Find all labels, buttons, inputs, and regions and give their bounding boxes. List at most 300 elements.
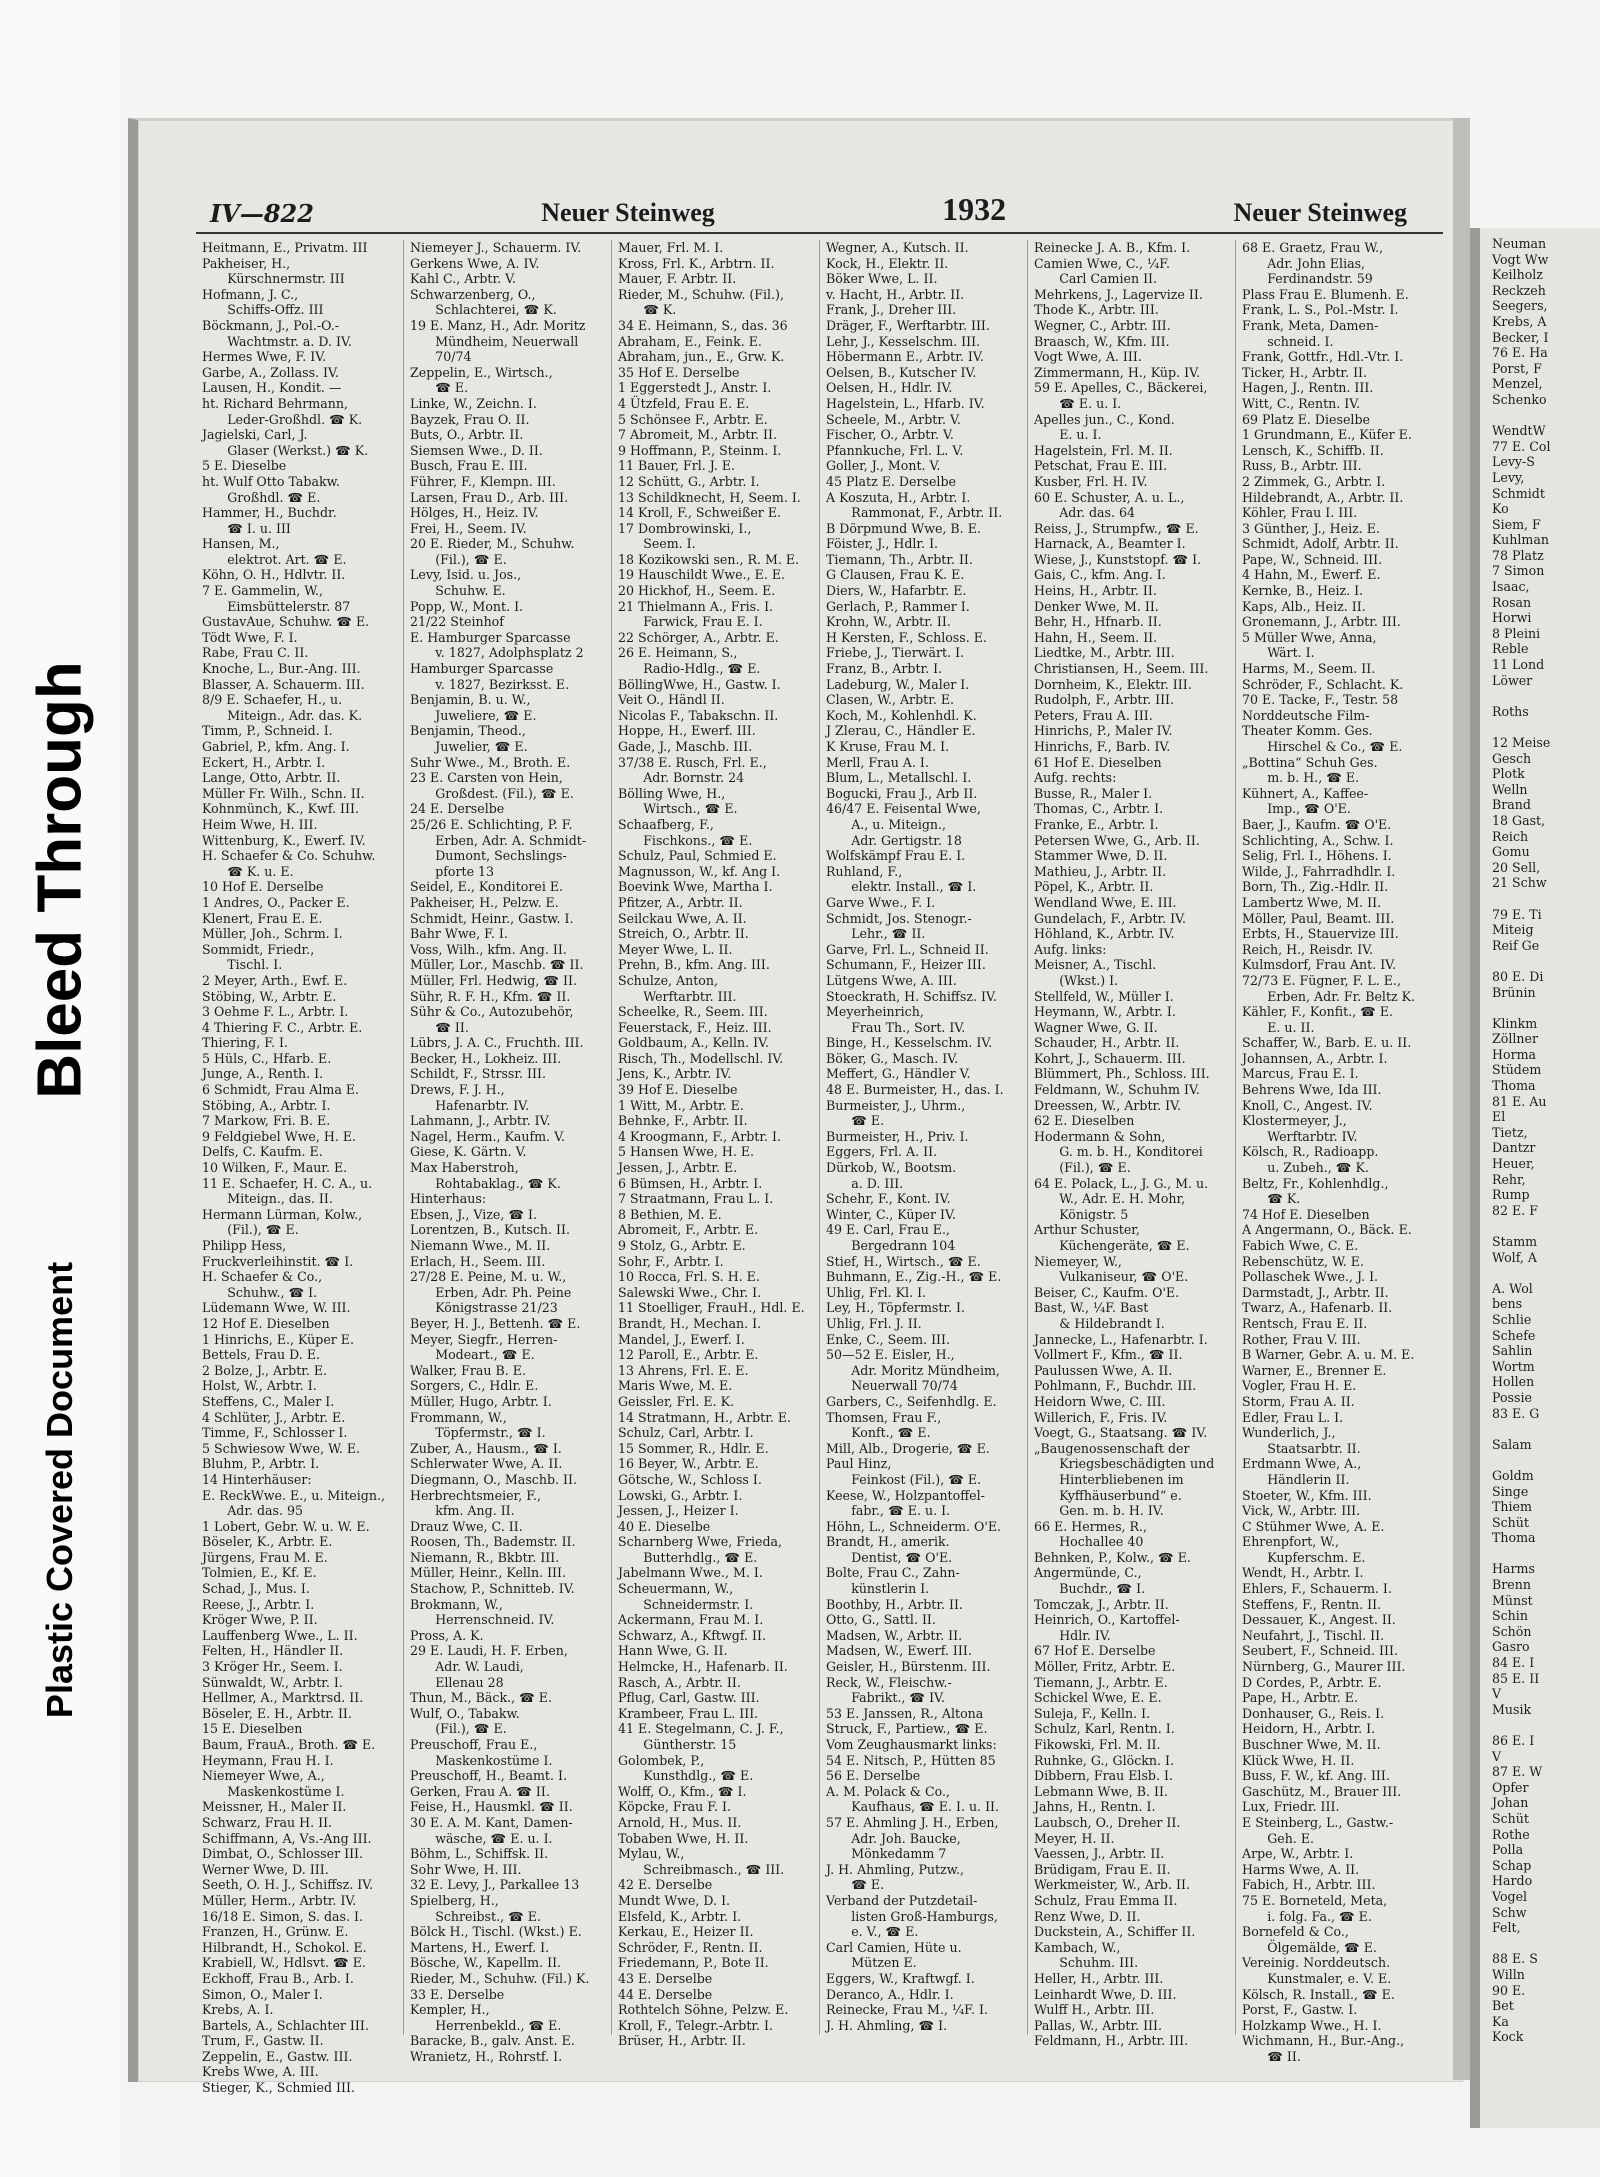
directory-entry: (Fil.), ☎ E. xyxy=(1034,1160,1131,1176)
directory-entry: Brandt, H., amerik. xyxy=(826,1534,950,1550)
directory-entry: Brüser, H., Arbtr. II. xyxy=(618,2033,746,2049)
directory-entry: Suleja, F., Kelln. I. xyxy=(1034,1705,1151,1721)
directory-entry: Zeppelin, E., Wirtsch., xyxy=(410,364,553,380)
directory-entry: 5 Schwiesow Wwe, W. E. xyxy=(202,1440,361,1456)
directory-entry: Tödt Wwe, F. I. xyxy=(202,629,298,645)
directory-entry: Niemann, R., Bkbtr. III. xyxy=(410,1549,560,1565)
directory-entry: Königstr. 5 xyxy=(1034,1206,1129,1222)
next-page-entry: Rump xyxy=(1492,1187,1530,1203)
directory-entry: Geh. E. xyxy=(1242,1830,1315,1846)
directory-entry: Maris Wwe, M. E. xyxy=(618,1378,733,1394)
directory-entry: Mauer, Frl. M. I. xyxy=(618,240,724,255)
directory-entry: Niemeyer Wwe, A., xyxy=(202,1768,325,1784)
directory-entry: B Warner, Gebr. A. u. M. E. xyxy=(1242,1347,1415,1363)
next-page-entry: Levy, xyxy=(1492,469,1525,485)
directory-entry: Heymann, W., Arbtr. I. xyxy=(1034,1004,1176,1020)
directory-entry: Timme, F., Schlosser I. xyxy=(202,1425,348,1441)
directory-entry: 27/28 E. Peine, M. u. W., xyxy=(410,1269,567,1285)
directory-entry: Böseler, E. H., Arbtr. II. xyxy=(202,1705,352,1721)
next-page-entry: Schap xyxy=(1492,1857,1532,1873)
directory-entry: Buchdr., ☎ I. xyxy=(1034,1581,1146,1597)
directory-entry: Juweliere, ☎ E. xyxy=(410,707,537,723)
next-page-entry: 83 E. G xyxy=(1492,1405,1540,1421)
directory-entry: Preuschoff, H., Beamt. I. xyxy=(410,1768,567,1784)
directory-entry: Heidorn, H., Arbtr. I. xyxy=(1242,1721,1376,1737)
directory-entry: Jürgens, Frau M. E. xyxy=(202,1549,328,1565)
next-page-entry: WendtW xyxy=(1492,423,1546,439)
directory-entry: Kross, Frl. K., Arbtrn. II. xyxy=(618,255,775,271)
directory-entry: 3 Günther, J., Heiz. E. xyxy=(1242,520,1380,536)
directory-entry: Scheuermann, W., xyxy=(618,1581,734,1597)
directory-entry: Juwelier, ☎ E. xyxy=(410,739,528,754)
next-page-entry xyxy=(1492,1452,1600,1468)
directory-entry: Pöpel, K., Arbtr. II. xyxy=(1034,879,1154,895)
next-page-entry: V xyxy=(1492,1686,1502,1702)
directory-entry: Burmeister, H., Priv. I. xyxy=(826,1128,969,1144)
directory-entry: Steffens, F., Rentn. II. xyxy=(1242,1596,1382,1612)
next-page-entry: 81 E. Au xyxy=(1492,1093,1547,1109)
directory-entry: Frei, H., Seem. IV. xyxy=(410,520,527,536)
directory-page xyxy=(128,118,1463,2096)
directory-entry: Drews, F. J. H., xyxy=(410,1082,505,1098)
directory-entry: ☎ E. xyxy=(410,380,469,396)
directory-entry: Krabiell, W., Hdlsvt. ☎ E. xyxy=(202,1955,366,1971)
directory-entry: 30 E. A. M. Kant, Damen- xyxy=(410,1814,573,1830)
directory-entry: 2 Meyer, Arth., Ewf. E. xyxy=(202,972,348,988)
directory-entry: Christiansen, H., Seem. III. xyxy=(1034,661,1209,677)
next-page-entry xyxy=(1492,1000,1600,1016)
directory-entry: 40 E. Dieselbe xyxy=(618,1518,711,1534)
directory-entry: Adr. W. Laudi, xyxy=(410,1659,524,1675)
next-page-entry: Brenn xyxy=(1492,1577,1531,1593)
directory-entry: 9 Hoffmann, P., Steinm. I. xyxy=(618,442,782,458)
directory-entry: Boevink Wwe, Martha I. xyxy=(618,879,773,895)
directory-entry: Arpe, W., Arbtr. I. xyxy=(1242,1846,1354,1862)
next-page-entry: 11 Lond xyxy=(1492,657,1545,673)
directory-entry: Ölgemälde, ☎ E. xyxy=(1242,1939,1377,1955)
directory-entry: Imp., ☎ O'E. xyxy=(1242,801,1351,817)
directory-entry: Liedtke, M., Arbtr. III. xyxy=(1034,645,1175,661)
directory-entry: Friedemann, P., Bote II. xyxy=(618,1955,769,1971)
directory-entry: 50—52 E. Eisler, H., xyxy=(826,1347,955,1363)
directory-entry: Denker Wwe, M. II. xyxy=(1034,598,1159,614)
directory-entry: Madsen, W., Arbtr. II. xyxy=(826,1627,963,1643)
directory-entry: Schulze, Anton, xyxy=(618,972,718,988)
directory-entry: Gade, J., Maschb. III. xyxy=(618,739,753,754)
directory-entry: Twarz, A., Hafenarb. II. xyxy=(1242,1300,1393,1316)
next-page-entry: 88 E. S xyxy=(1492,1951,1538,1967)
directory-entry: Peters, Frau A. III. xyxy=(1034,707,1153,723)
directory-entry: Stoeckrath, H. Schiffsz. IV. xyxy=(826,988,997,1004)
next-page-entry: Roths xyxy=(1492,703,1529,719)
directory-entry: e. V., ☎ E. xyxy=(826,1924,919,1940)
next-page-entry: Löwer xyxy=(1492,672,1533,688)
directory-entry: Seubert, F., Schneid. III. xyxy=(1242,1643,1398,1659)
directory-entry: Franzen, H., Grünw. E. xyxy=(202,1924,349,1940)
directory-entry: Kernke, B., Heiz. I. xyxy=(1242,583,1364,599)
directory-entry: 69 Platz E. Dieselbe xyxy=(1242,411,1370,427)
directory-entry: Heidorn Wwe, C. III. xyxy=(1034,1393,1166,1409)
directory-entry: Reese, J., Arbtr. I. xyxy=(202,1596,315,1612)
directory-entry: Köhn, O. H., Hdlvtr. II. xyxy=(202,567,346,583)
directory-entry: ☎ E. xyxy=(826,1113,885,1129)
next-page-entry: Brand xyxy=(1492,797,1531,813)
directory-entry: Risch, Th., Modellschl. IV. xyxy=(618,1050,784,1066)
next-page-entry: 7 Simon xyxy=(1492,563,1545,579)
directory-entry: „Baugenossenschaft der xyxy=(1034,1440,1190,1456)
directory-entry: Magnusson, W., kf. Ang I. xyxy=(618,863,781,879)
directory-entry: Gaschütz, M., Brauer III. xyxy=(1242,1783,1402,1799)
next-page-entry: Gomu xyxy=(1492,844,1530,860)
directory-entry: Brokmann, W., xyxy=(410,1596,503,1612)
next-page-entry: 87 E. W xyxy=(1492,1764,1543,1780)
directory-entry: Heitmann, E., Privatm. III xyxy=(202,240,368,255)
directory-entry: Reinecke, Frau M., ¼F. I. xyxy=(826,2002,988,2018)
directory-entry: Reinecke J. A. B., Kfm. I. xyxy=(1034,240,1191,255)
directory-entry: BöllingWwe, H., Gastw. I. xyxy=(618,676,781,692)
directory-entry: Kempler, H., xyxy=(410,2002,490,2018)
directory-entry: Böckmann, J., Pol.-O.- xyxy=(202,317,339,333)
directory-entry: 75 E. Borneteld, Meta, xyxy=(1242,1892,1388,1908)
directory-entry: 10 Hof E. Derselbe xyxy=(202,879,324,895)
directory-entry: K Kruse, Frau M. I. xyxy=(826,739,950,754)
directory-entry: Ebsen, J., Vize, ☎ I. xyxy=(410,1206,538,1222)
directory-entry: Franz, B., Arbtr. I. xyxy=(826,661,943,677)
street-title-right: Neuer Steinweg xyxy=(1233,198,1407,227)
directory-entry: Sühr, R. F. H., Kfm. ☎ II. xyxy=(410,988,571,1004)
directory-entry: Bahr Wwe, F. I. xyxy=(410,926,508,942)
directory-entry: Kock, H., Elektr. II. xyxy=(826,255,949,271)
directory-entry: Heller, H., Arbtr. III. xyxy=(1034,1970,1164,1986)
directory-entry: Böhm, L., Schiffsk. II. xyxy=(410,1846,549,1862)
directory-entry: Bayzek, Frau O. II. xyxy=(410,411,530,427)
next-page-entry xyxy=(1492,719,1600,735)
directory-entry: Winter, C., Küper IV. xyxy=(826,1206,956,1222)
directory-entry: Kriegsbeschädigten und xyxy=(1034,1456,1215,1472)
directory-entry: Garbers, C., Seifenhdlg. E. xyxy=(826,1393,997,1409)
directory-entry: v. Hacht, H., Arbtr. II. xyxy=(826,286,965,302)
directory-entry: Scheelke, R., Seem. III. xyxy=(618,1004,768,1020)
directory-entry: Jannecke, L., Hafenarbtr. I. xyxy=(1034,1331,1208,1347)
directory-entry: Händlerin II. xyxy=(1242,1471,1350,1487)
directory-entry: 29 E. Laudi, H. F. Erben, xyxy=(410,1643,568,1659)
directory-entry: E. ReckWwe. E., u. Miteign., xyxy=(202,1487,385,1503)
directory-entry: 32 E. Levy, J., Parkallee 13 xyxy=(410,1877,580,1893)
directory-entry: Rothtelch Söhne, Pelzw. E. xyxy=(618,2002,789,2018)
directory-entry: Duckstein, A., Schiffer II. xyxy=(1034,1924,1196,1940)
directory-entry: Großdest. (Fil.), ☎ E. xyxy=(410,785,574,801)
directory-entry: v. 1827, Bezirksst. E. xyxy=(410,676,570,692)
directory-entry: 4 Schlüter, J., Arbtr. E. xyxy=(202,1409,346,1425)
directory-entry: Rebenschütz, W. E. xyxy=(1242,1253,1364,1269)
directory-entry: Uhlig, Frl. J. II. xyxy=(826,1315,922,1331)
directory-entry: Gais, C., kfm. Ang. I. xyxy=(1034,567,1166,583)
directory-entry: Schumann, F., Heizer III. xyxy=(826,957,986,973)
directory-entry: Simon, O., Maler I. xyxy=(202,1986,323,2002)
directory-entry: Schaafberg, F., xyxy=(618,816,714,832)
directory-entry: u. Zubeh., ☎ K. xyxy=(1242,1160,1369,1176)
directory-entry: Adr. John Elias, xyxy=(1242,255,1366,271)
directory-entry: Boothby, H., Arbtr. II. xyxy=(826,1596,963,1612)
directory-entry: Kühnert, A., Kaffee- xyxy=(1242,785,1369,801)
directory-entry: Neufahrt, J., Tischl. II. xyxy=(1242,1627,1385,1643)
next-page-entry: Harms xyxy=(1492,1561,1535,1577)
next-page-entry: Vogel xyxy=(1492,1888,1528,1904)
directory-entry: Wichmann, H., Bur.-Ang., xyxy=(1242,2033,1405,2049)
next-page-entry: Salam xyxy=(1492,1436,1532,1452)
directory-entry: Lauffenberg Wwe., L. II. xyxy=(202,1627,358,1643)
directory-entry: Beyer, H. J., Bettenh. ☎ E. xyxy=(410,1315,581,1331)
directory-entry: Feise, H., Hausmkl. ☎ II. xyxy=(410,1799,573,1815)
directory-entry: 10 Wilken, F., Maur. E. xyxy=(202,1160,348,1176)
next-page-entry: 8 Pleini xyxy=(1492,625,1541,641)
directory-entry: 67 Hof E. Derselbe xyxy=(1034,1643,1156,1659)
directory-entry: Carl Camien, Hüte u. xyxy=(826,1939,962,1955)
directory-entry: 1 Hinrichs, E., Küper E. xyxy=(202,1331,354,1347)
directory-entry: Modeart., ☎ E. xyxy=(410,1347,535,1363)
document-label-strip xyxy=(0,0,120,2177)
directory-entry: 72/73 E. Fügner, F. L. E., xyxy=(1242,972,1401,988)
next-page-entry: Krebs, A xyxy=(1492,313,1547,329)
directory-entry: schneid. I. xyxy=(1242,333,1334,349)
next-page-entry xyxy=(1492,953,1600,969)
directory-entry: Knoll, C., Angest. IV. xyxy=(1242,1097,1373,1113)
directory-entry: Schaffer, W., Barb. E. u. II. xyxy=(1242,1035,1412,1051)
directory-entry: Pape, W., Schneid. III. xyxy=(1242,551,1383,567)
directory-entry: Niemeyer, W., xyxy=(1034,1253,1122,1269)
directory-entry: Paul Hinz, xyxy=(826,1456,892,1472)
next-page-entry: Heuer, xyxy=(1492,1156,1535,1172)
directory-entry: 8/9 E. Schaefer, H., u. xyxy=(202,692,343,708)
directory-entry: Staatsarbtr. II. xyxy=(1242,1440,1361,1456)
next-page-entry: Gesch xyxy=(1492,750,1532,766)
directory-entry: Hermann Lürman, Kolw., xyxy=(202,1206,363,1222)
next-page-entry: Sahlin xyxy=(1492,1343,1533,1359)
directory-entry: Ehrenpfort, W., xyxy=(1242,1534,1340,1550)
directory-entry: Schulz, Karl, Rentn. I. xyxy=(1034,1721,1175,1737)
directory-entry: Wolff, O., Kfm., ☎ I. xyxy=(618,1783,747,1799)
directory-entry: Blum, L., Metallschl. I. xyxy=(826,770,972,786)
directory-entry: Erbts, H., Stauervize III. xyxy=(1242,926,1399,942)
next-page-entry: Horwi xyxy=(1492,610,1532,626)
directory-entry: Behnke, F., Arbtr. II. xyxy=(618,1113,748,1129)
directory-entry: 46/47 E. Feisental Wwe, xyxy=(826,801,981,817)
directory-entry: Gen. m. b. H. IV. xyxy=(1034,1503,1164,1519)
next-page-entry: Porst, F xyxy=(1492,360,1542,376)
directory-entry: Ackermann, Frau M. I. xyxy=(618,1612,764,1628)
directory-entry: Aufg. links: xyxy=(1034,941,1107,957)
directory-entry: 1 Grundmann, E., Küfer E. xyxy=(1242,427,1412,443)
directory-entry: 64 E. Polack, L., J. G., M. u. xyxy=(1034,1175,1209,1191)
next-page-entry: A. Wol xyxy=(1492,1280,1533,1296)
directory-entry: Mill, Alb., Drogerie, ☎ E. xyxy=(826,1440,990,1456)
directory-entry: Born, Th., Zig.-Hdlr. II. xyxy=(1242,879,1389,895)
directory-entry: Erdmann Wwe, A., xyxy=(1242,1456,1362,1472)
directory-entry: Suhr Wwe., M., Broth. E. xyxy=(410,754,571,770)
directory-entry: Bösche, W., Kapellm. II. xyxy=(410,1955,562,1971)
next-page-entry: Schüt xyxy=(1492,1810,1529,1826)
directory-entry: Knoche, L., Bur.-Ang. III. xyxy=(202,661,361,677)
directory-entry: Popp, W., Mont. I. xyxy=(410,598,524,614)
directory-entry: Lehr, J., Kesselschm. III. xyxy=(826,333,981,349)
directory-entry: Uhlig, Frl. Kl. I. xyxy=(826,1284,927,1300)
directory-entry: Garve, Frl. L., Schneid II. xyxy=(826,941,989,957)
directory-entry: 9 Stolz, G., Arbtr. E. xyxy=(618,1238,746,1253)
directory-entry: 56 E. Derselbe xyxy=(826,1768,921,1784)
directory-entry: Schiffmann, A, Vs.-Ang III. xyxy=(202,1830,372,1846)
directory-entry: Franke, E., Arbtr. I. xyxy=(1034,816,1159,832)
directory-entry: 5 Hüls, C., Hfarb. E. xyxy=(202,1050,332,1066)
directory-entry: Apelles jun., C., Kond. xyxy=(1034,411,1175,427)
directory-entry: Großhdl. ☎ E. xyxy=(202,489,321,505)
directory-entry: Enke, C., Seem. III. xyxy=(826,1331,951,1347)
directory-entry: Pollaschek Wwe., J. I. xyxy=(1242,1269,1379,1285)
directory-entry: Larsen, Frau D., Arb. III. xyxy=(410,489,569,505)
directory-entry: Meffert, G., Händler V. xyxy=(826,1066,971,1082)
next-page-entry xyxy=(1492,891,1600,907)
directory-entry: Niemeyer J., Schauerm. IV. xyxy=(410,240,582,255)
next-page-entry: Hollen xyxy=(1492,1374,1535,1390)
next-page-entry: 18 Gast, xyxy=(1492,812,1546,828)
directory-entry: Farwick, Frau E. I. xyxy=(618,614,763,630)
directory-entry: Hilbrandt, H., Schokol. E. xyxy=(202,1939,367,1955)
directory-entry: Lahmann, J., Arbtr. IV. xyxy=(410,1113,551,1129)
directory-entry: 39 Hof E. Dieselbe xyxy=(618,1082,738,1098)
directory-entry: Diegmann, O., Maschb. II. xyxy=(410,1471,577,1487)
directory-entry: Ley, H., Töpfermstr. I. xyxy=(826,1300,966,1316)
directory-entry: 13 Ahrens, Frl. E. E. xyxy=(618,1362,749,1378)
directory-entry: Streich, O., Arbtr. II. xyxy=(618,926,749,942)
directory-entry: Schlichting, A., Schw. I. xyxy=(1242,832,1394,848)
directory-entry: 16 Beyer, W., Arbtr. E. xyxy=(618,1456,759,1472)
directory-entry: Porst, F., Gastw. I. xyxy=(1242,2002,1358,2018)
directory-entry: Ehlers, F., Schauerm. I. xyxy=(1242,1581,1392,1597)
directory-entry: Meyer Wwe, L. II. xyxy=(618,941,733,957)
directory-entry: Golombek, P., xyxy=(618,1752,705,1768)
next-page-entry: Kock xyxy=(1492,2029,1524,2045)
directory-entry: Deranco, A., Hdlr. I. xyxy=(826,1986,954,2002)
next-page-entry: Wolf, A xyxy=(1492,1249,1538,1265)
directory-entry: Wirtsch., ☎ E. xyxy=(618,801,738,817)
directory-entry: Schehr, F., Kont. IV. xyxy=(826,1191,951,1207)
directory-entry: Heim Wwe, H. III. xyxy=(202,816,318,832)
directory-entry: Pfitzer, A., Arbtr. II. xyxy=(618,894,743,910)
directory-entry: Hinterhaus: xyxy=(410,1191,487,1207)
directory-entry: 59 E. Apelles, C., Bäckerei, xyxy=(1034,380,1208,396)
directory-entry: J. H. Ahmling, ☎ I. xyxy=(826,2017,948,2033)
directory-entry: Erlach, H., Seem. III. xyxy=(410,1253,546,1269)
directory-entry: Johannsen, A., Arbtr. I. xyxy=(1242,1050,1388,1066)
next-page-entry: Schmidt xyxy=(1492,485,1545,501)
directory-entry: Rudolph, F., Arbtr. III. xyxy=(1034,692,1175,708)
directory-entry: Mundt Wwe, D. I. xyxy=(618,1892,731,1908)
directory-entry: Wärt. I. xyxy=(1242,645,1315,661)
directory-entry: Zimmermann, H., Küp. IV. xyxy=(1034,364,1200,380)
directory-entry: Hirschel & Co., ☎ E. xyxy=(1242,739,1403,754)
directory-entry: Stachow, P., Schnitteb. IV. xyxy=(410,1581,575,1597)
directory-entry: Geisler, H., Bürstenm. III. xyxy=(826,1659,991,1675)
directory-entry: Feinkost (Fil.), ☎ E. xyxy=(826,1471,982,1487)
directory-entry: 7 Markow, Fri. B. E. xyxy=(202,1113,331,1129)
next-page-entry: Isaac, xyxy=(1492,579,1530,595)
directory-entry: Feldmann, W., Schuhm IV. xyxy=(1034,1082,1200,1098)
directory-entry: E. u. II. xyxy=(1242,1019,1315,1035)
directory-entry: Abraham, jun., E., Grw. K. xyxy=(618,349,785,365)
directory-entry: Wagner Wwe, G. II. xyxy=(1034,1019,1158,1035)
directory-entry: Kohnmünch, K., Kwf. III. xyxy=(202,801,359,817)
directory-entry: Schad, J., Mus. I. xyxy=(202,1581,310,1597)
next-page-entry: 20 Sell, xyxy=(1492,859,1541,875)
next-page-entry: 76 E. Ha xyxy=(1492,345,1548,361)
directory-entry: Brandt, H., Mechan. I. xyxy=(618,1315,762,1331)
next-page-entry xyxy=(1492,688,1600,704)
directory-entry: Wulf, O., Tabakw. xyxy=(410,1705,520,1721)
next-page-entry: 85 E. II xyxy=(1492,1670,1540,1686)
directory-entry: Wittenburg, K., Ewerf. IV. xyxy=(202,832,366,848)
directory-entry: Dreessen, W., Arbtr. IV. xyxy=(1034,1097,1182,1113)
directory-entry: Hafenarbtr. IV. xyxy=(410,1097,530,1113)
directory-entry: 5 Schönsee F., Arbtr. E. xyxy=(618,411,768,427)
bleed-through-label: Bleed Through xyxy=(25,661,95,1099)
directory-entry: Lux, Friedr. III. xyxy=(1242,1799,1340,1815)
directory-entry: ht. Wulf Otto Tabakw. xyxy=(202,473,340,489)
directory-entry: Max Haberstroh, xyxy=(410,1160,519,1176)
directory-entry: Schuhw., ☎ I. xyxy=(202,1284,318,1300)
directory-entry: Rieder, M., Schuhw. (Fil.), xyxy=(618,286,784,302)
directory-entry: Seem. I. xyxy=(618,536,696,552)
directory-entry: Wendt, H., Arbtr. I. xyxy=(1242,1565,1364,1581)
directory-entry: Frau Th., Sort. IV. xyxy=(826,1019,966,1035)
next-page-entry: V xyxy=(1492,1748,1502,1764)
directory-entry: Buts, O., Arbtr. II. xyxy=(410,427,524,443)
directory-entry: Reiss, J., Strumpfw., ☎ E. xyxy=(1034,520,1199,536)
directory-entry: Pakheiser, H., xyxy=(202,255,291,271)
directory-entry: 24 E. Derselbe xyxy=(410,801,505,817)
directory-entry: Busse, R., Maler I. xyxy=(1034,785,1153,801)
directory-entry: 5 Müller Wwe, Anna, xyxy=(1242,629,1377,645)
directory-entry: H. Schaefer & Co. Schuhw. xyxy=(202,848,376,864)
directory-entry: Gerkens Wwe, A. IV. xyxy=(410,255,540,271)
next-page-entry: 21 Schw xyxy=(1492,875,1547,891)
directory-entry: Güntherstr. 15 xyxy=(618,1737,737,1752)
directory-entry: Preuschoff, Frau E., xyxy=(410,1737,538,1752)
directory-entry: Hinrichs, P., Maler IV. xyxy=(1034,723,1173,739)
directory-entry: Butterhdlg., ☎ E. xyxy=(618,1549,758,1565)
directory-entry: Kunstmaler, e. V. E. xyxy=(1242,1970,1392,1986)
directory-entry: 1 Lobert, Gebr. W. u. W. E. xyxy=(202,1518,370,1534)
directory-entry: Hildebrandt, A., Arbtr. II. xyxy=(1242,489,1404,505)
directory-entry: Tolmien, E., Kf. E. xyxy=(202,1565,317,1581)
directory-entry: Erben, Adr. Ph. Peine xyxy=(410,1284,572,1300)
next-page-entry: Singe xyxy=(1492,1483,1529,1499)
directory-entry: Warner, E., Brenner E. xyxy=(1242,1362,1387,1378)
directory-entry: Ruhnke, G., Glöckn. I. xyxy=(1034,1752,1174,1768)
next-page-entry: Johan xyxy=(1492,1795,1529,1811)
directory-entry: Baracke, B., galv. Anst. E. xyxy=(410,2033,575,2049)
directory-entry: Clasen, W., Arbtr. E. xyxy=(826,692,955,708)
next-page-entry xyxy=(1492,1421,1600,1437)
directory-entry: Frank, Gottfr., Hdl.-Vtr. I. xyxy=(1242,349,1404,365)
directory-entry: 48 E. Burmeister, H., das. I. xyxy=(826,1082,1004,1098)
directory-entry: Meissner, H., Maler II. xyxy=(202,1799,347,1815)
directory-entry: (Fil.), ☎ E. xyxy=(410,551,507,567)
directory-entry: Lowski, G., Arbtr. I. xyxy=(618,1487,743,1503)
directory-entry: Lübrs, J. A. C., Fruchth. III. xyxy=(410,1035,584,1051)
directory-entry: Bölling Wwe, H., xyxy=(618,785,726,801)
directory-entry: Ellenau 28 xyxy=(410,1674,504,1690)
directory-entry: Petersen Wwe, G., Arb. II. xyxy=(1034,832,1200,848)
directory-entry: Jens, K., Arbtr. IV. xyxy=(618,1066,732,1082)
